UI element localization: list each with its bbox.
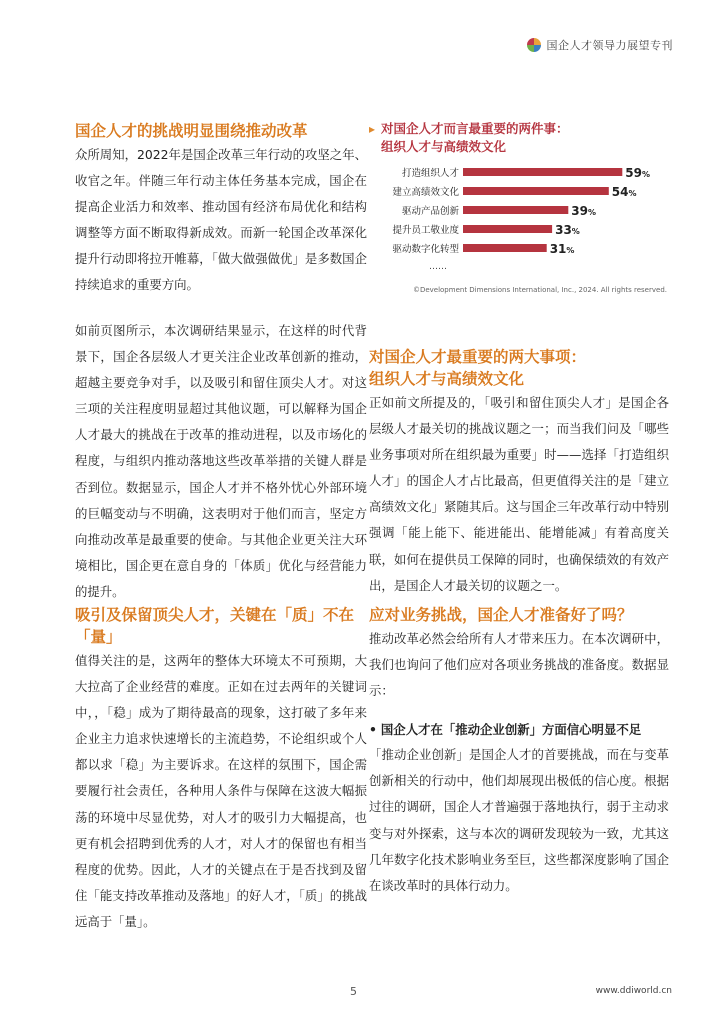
bar bbox=[463, 168, 622, 176]
bar bbox=[463, 187, 609, 195]
category-label: 建立高绩效文化 bbox=[392, 187, 459, 198]
value-label: 59% bbox=[625, 166, 651, 180]
section-body: 推动改革必然会给所有人才带来压力。在本次调研中，我们也询问了他们应对各项业务挑战的准备度。数据显示： bbox=[369, 631, 669, 699]
section-title: 国企人才的挑战明显围绕推动改革 bbox=[75, 122, 308, 140]
bar bbox=[463, 244, 547, 252]
section-body: 正如前文所提及的，「吸引和留住顶尖人才」是国企各层级人才最关切的挑战议题之一；而当我们问及「哪些业务事项对所在组织最为重要」时——选择「打造组织人才」的国企人才占比最高，但更值得关注的是「建立高绩效文化」紧随其后。这与国企三年改革行动中特别强调「能上能下、能进能出、能增能减」有着高度关联，如何在提供员工保障的同时，也确保绩效的有效产出，是国企人才最关切的议题之一。 bbox=[369, 395, 669, 593]
section-title: 吸引及保留顶尖人才，关键在「质」不在「量」 bbox=[75, 606, 355, 646]
section-title: 应对业务挑战，国企人才准备好了吗？ bbox=[369, 606, 633, 624]
section-title-line2: 组织人才与高绩效文化 bbox=[369, 370, 525, 388]
brand-title: 国企人才领导力展望专刊 bbox=[546, 39, 673, 52]
value-label: 54% bbox=[611, 185, 637, 199]
value-label: 31% bbox=[549, 242, 575, 256]
bullet-heading bbox=[369, 718, 669, 742]
chart-title-line1: ▸ 对国企人才而言最重要的两件事： bbox=[381, 121, 569, 136]
section-body: 值得关注的是，这两年的整体大环境太不可预期，大大拉高了企业经营的难度。正如在过去两年的关键词中，，「稳」成为了期待最高的现象，这打破了多年来企业主力追求快速增长的主流趋势，不论组织或个人都以求「稳」为主要诉求。在这样的氛围下，国企需要履行社会责任，各种用人条件与保障在这波大幅振荡的环境中尽显优势，对人才的吸引力大幅提高，也更有机会招聘到优秀的人才，对人才的保留也有相当程度的优势。因此，人才的关键点在于是否找到及留住「能支持改革推动及落地」的好人才，「质」的挑战远高于「量」。 bbox=[75, 653, 367, 929]
value-label: 39% bbox=[571, 204, 597, 218]
category-label: 驱动数字化转型 bbox=[392, 244, 459, 255]
ellipsis-label: …… bbox=[429, 262, 447, 272]
category-label: 提升员工敬业度 bbox=[392, 225, 459, 236]
section-body: 众所周知，2022年是国企改革三年行动的攻坚之年、收官之年。伴随三年行动主体任务基本完成，国企在提高企业活力和效率、推动国有经济布局优化和结构调整等方面不断取得新成效。而新一轮国企改革深化提升行动即将拉开帷幕，「做大做强做优」是多数国企持续追求的重要方向。 bbox=[75, 147, 367, 293]
bullet-heading-text: 国企人才在「推动企业创新」方面信心明显不足 bbox=[380, 722, 642, 738]
bar bbox=[463, 225, 552, 233]
footer-website: www.ddiworld.cn bbox=[595, 986, 672, 996]
section-body: 如前页图所示，本次调研结果显示，在这样的时代背景下，国企各层级人才更关注企业改革创新的推动，超越主要竞争对手，以及吸引和留住顶尖人才。对这三项的关注程度明显超过其他议题，可以解释为国企人才最大的挑战在于改革的推动进程，以及市场化的程度，与组织内推动落地这些改革举措的关键人群是否到位。数据显示，国企人才并不格外忧心外部环境的巨幅变动与不明确，这表明对于他们而言，坚定方向推动改革是最重要的使命。与其他企业更关注大环境相比，国企更在意自身的「体质」优化与经营能力的提升。 bbox=[75, 323, 367, 599]
brand-logo-icon bbox=[527, 38, 541, 52]
page-number: 5 bbox=[350, 985, 357, 998]
bar bbox=[463, 206, 568, 214]
bar-chart bbox=[369, 162, 669, 282]
section-survey-results bbox=[75, 318, 367, 605]
chart-title-line2: 组织人才与高绩效文化 bbox=[381, 139, 507, 154]
value-label: 33% bbox=[555, 223, 580, 237]
section-business-challenges bbox=[369, 604, 669, 899]
chart-block bbox=[369, 120, 669, 294]
category-label: 驱动产品创新 bbox=[401, 206, 459, 217]
chart-copyright: ©Development Dimensions International, Inc., 2024. All rights reserved. bbox=[412, 286, 667, 294]
chart-title bbox=[381, 120, 669, 156]
section-reform-challenge bbox=[75, 120, 367, 299]
category-label: 打造组织人才 bbox=[401, 168, 459, 179]
bullet-body: 「推动企业创新」是国企人才的首要挑战，而在与变革创新相关的行动中，他们却展现出极低的信心度。根据过往的调研，国企人才普遍强于落地执行，弱于主动求变与对外探索，这与本次的调研发现较为一致，尤其这几年数字化技术影响业务至巨，这些都深度影响了国企在谈改革时的具体行动力。 bbox=[369, 747, 669, 893]
section-top-talent bbox=[75, 604, 367, 935]
bullet-marker: • bbox=[369, 722, 377, 738]
header-brand bbox=[527, 37, 674, 53]
section-two-key-items bbox=[369, 346, 669, 599]
section-title-line1: 对国企人才最重要的两大事项： bbox=[369, 348, 587, 366]
